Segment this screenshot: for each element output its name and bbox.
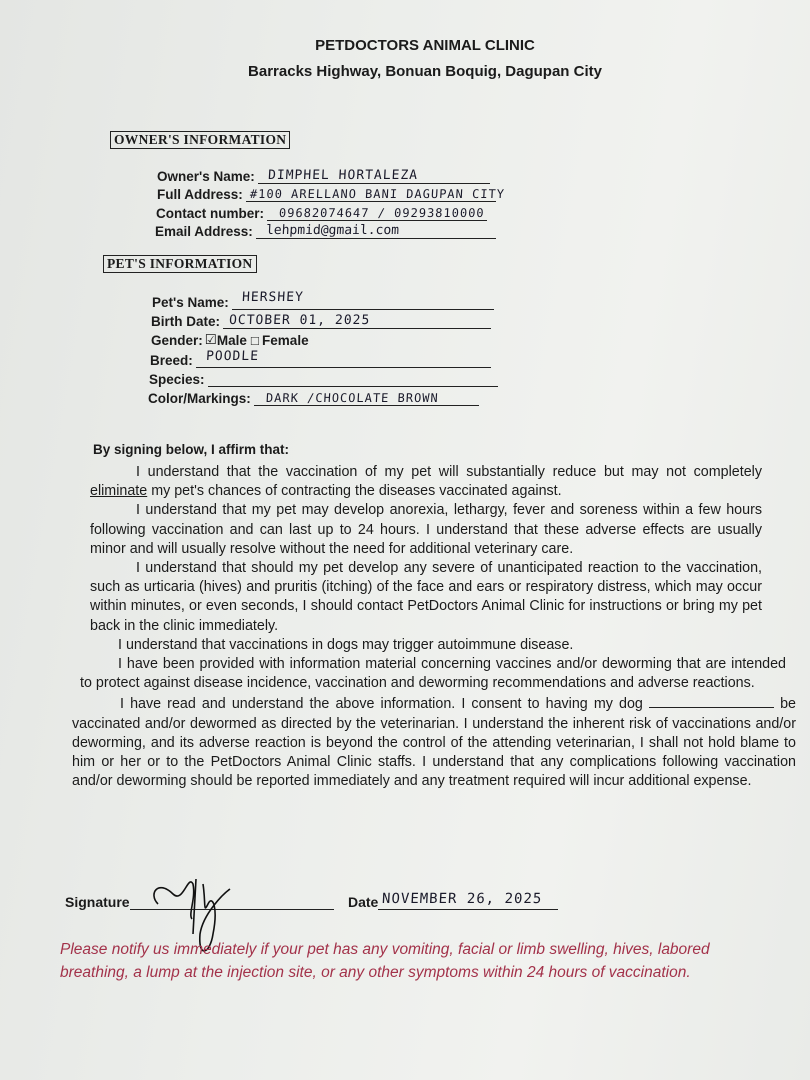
signature-input[interactable] — [130, 893, 334, 910]
female-checkbox[interactable]: □ — [250, 333, 260, 348]
contact-number-field — [156, 204, 487, 221]
date-input[interactable] — [378, 893, 558, 910]
p1-text: I understand that the vaccination of my pet will substantially reduce but may not completely — [136, 464, 762, 480]
date-value: NOVEMBER 26, 2025 — [381, 891, 544, 907]
birth-date-label: Birth Date: — [151, 314, 221, 329]
clinic-name: PETDOCTORS ANIMAL CLINIC — [315, 37, 535, 54]
pet-section-title: PET'S INFORMATION — [103, 255, 257, 273]
email-address-field — [155, 222, 496, 239]
consent-paragraph-1 — [90, 463, 762, 501]
birth-date-value: OCTOBER 01, 2025 — [228, 313, 371, 328]
color-markings-input[interactable] — [254, 389, 479, 406]
p1-text-end: my pet's chances of contracting the diseases vaccinated against. — [147, 483, 562, 500]
date-label: Date — [348, 894, 379, 910]
full-address-value: #100 ARELLANO BANI DAGUPAN CITY — [249, 187, 506, 201]
contact-number-value: 09682074647 / 09293810000 — [278, 206, 485, 220]
gender-label: Gender: — [151, 333, 203, 348]
owner-name-label: Owner's Name: — [157, 169, 255, 184]
consent-intro: By signing below, I affirm that: — [93, 442, 290, 457]
female-label: Female — [262, 333, 309, 348]
owner-name-input[interactable] — [258, 167, 490, 184]
contact-number-input[interactable] — [267, 204, 487, 221]
species-input[interactable] — [208, 370, 498, 387]
consent-paragraph-3: I understand that should my pet develop any severe of unanticipated reaction to the vaccination, such as urticaria (hives) and pruritis (itching) of the face and ears or respiratory distress, which may occur within minutes, or even seconds, I should contact PetDoctors Animal Clinic for instructions or bring my pet back in the clinic immediately. — [90, 560, 762, 634]
clinic-address: Barracks Highway, Bonuan Boquig, Dagupan City — [248, 63, 602, 80]
signature-label: Signature — [65, 894, 130, 910]
full-address-field — [157, 185, 506, 202]
breed-label: Breed: — [150, 353, 193, 368]
color-markings-label: Color/Markings: — [148, 391, 251, 406]
consent-paragraph-4: I understand that vaccinations in dogs may trigger autoimmune disease. — [118, 636, 574, 653]
breed-value: POODLE — [205, 349, 260, 364]
pet-name-field — [152, 290, 494, 310]
birth-date-input[interactable] — [223, 312, 491, 329]
pet-name-label: Pet's Name: — [152, 295, 229, 310]
consent-paragraph-2: I understand that my pet may develop anorexia, lethargy, fever and soreness within a few hours following vaccination and can last up to 24 hours. I understand that these adverse effects are usually minor and will usually resolve without the need for additional veterinary care. — [90, 502, 762, 557]
signature-field — [65, 893, 334, 910]
pet-name-input[interactable] — [232, 290, 494, 310]
email-address-value: lehpmid@gmail.com — [265, 223, 400, 238]
dog-name-blank[interactable] — [649, 707, 774, 708]
breed-input[interactable] — [196, 351, 491, 368]
consent-paragraph-5: I have been provided with information material concerning vaccines and/or deworming that are intended to protect against disease incidence, vaccination and deworming recommendations and adverse reactions. — [80, 656, 786, 692]
male-label: Male — [216, 333, 247, 348]
owner-name-value: DIMPHEL HORTALEZA — [267, 168, 419, 183]
species-label: Species: — [149, 372, 205, 387]
aftercare-notice: Please notify us immediately if your pet has any vomiting, facial or limb swelling, hives, labored breathing, a lump at the injection site, or any other symptoms within 24 hours of vaccination. — [60, 941, 710, 981]
color-markings-value: DARK /CHOCOLATE BROWN — [265, 391, 439, 405]
contact-number-label: Contact number: — [156, 206, 264, 221]
owner-section-title: OWNER'S INFORMATION — [110, 131, 290, 149]
male-checkbox[interactable]: ☑ — [204, 332, 217, 347]
consent-paragraph-6 — [72, 695, 796, 791]
owner-name-field — [157, 167, 490, 184]
email-address-label: Email Address: — [155, 224, 253, 239]
species-field — [149, 370, 498, 387]
color-markings-field — [148, 389, 479, 406]
consent-body — [72, 463, 796, 791]
p6-text-end: be vaccinated and/or dewormed as directed by the veterinarian. I understand the inherent risk of vaccinations and/or deworming, and its adverse reaction is beyond the control of the attending veterinarian, I shall not hold blame to him or her or to the PetDoctors Animal Clinic staffs. I understand that any complications following vaccination and/or deworming should be reported immediately and any treatment required will incur additional expense. — [72, 696, 796, 790]
email-address-input[interactable] — [256, 222, 496, 239]
p1-underlined: eliminate — [90, 483, 148, 500]
pet-name-value: HERSHEY — [241, 290, 304, 305]
breed-field — [150, 351, 491, 368]
p6-text: I have read and understand the above information. I consent to having my dog — [120, 696, 649, 713]
birth-date-field — [151, 312, 491, 329]
date-field — [348, 893, 558, 910]
full-address-label: Full Address: — [157, 187, 243, 202]
gender-field — [151, 332, 309, 348]
full-address-input[interactable] — [246, 185, 506, 202]
